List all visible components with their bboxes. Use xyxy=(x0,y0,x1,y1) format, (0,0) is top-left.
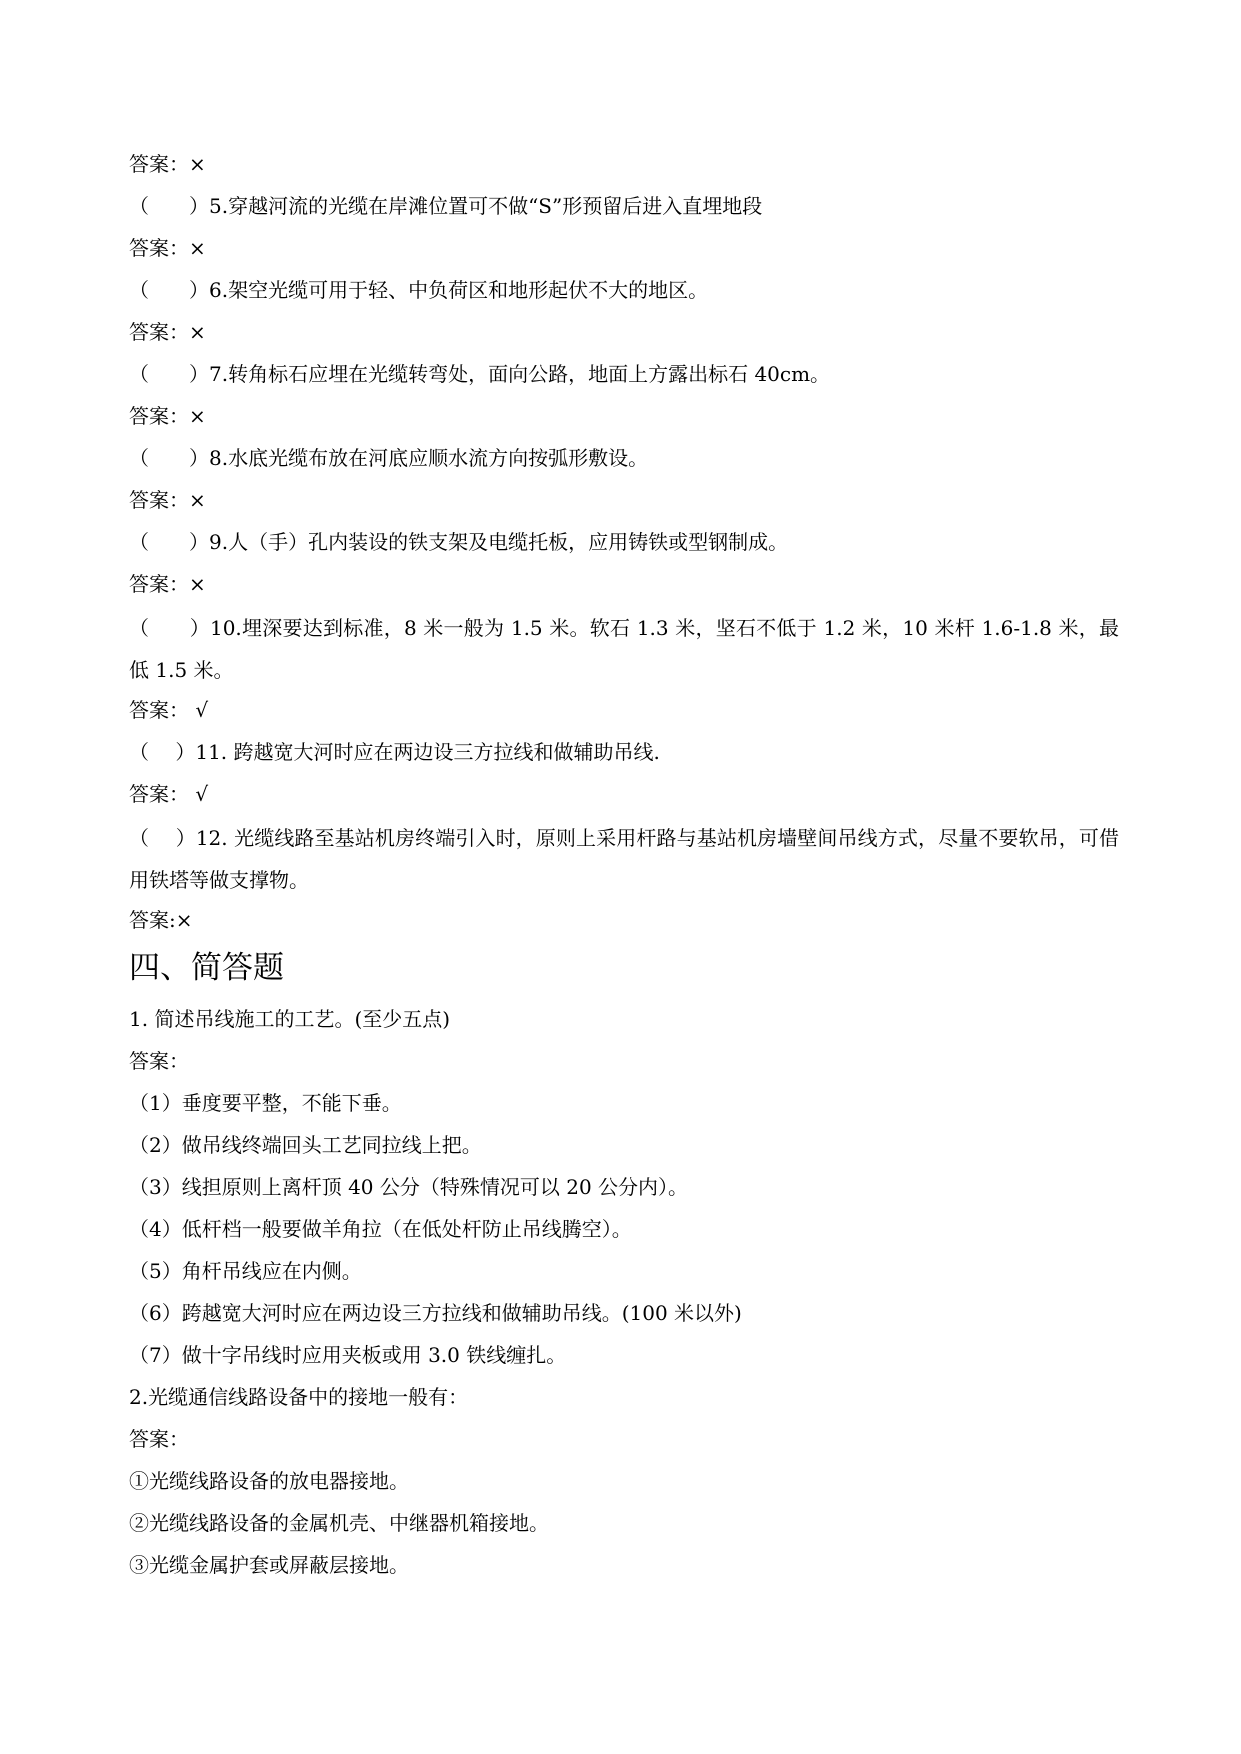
answer-point: （1）垂度要平整，不能下垂。 xyxy=(129,1091,402,1115)
answer-line: 答案：× xyxy=(129,320,206,344)
question-7: （ ）7.转角标石应埋在光缆转弯处，面向公路，地面上方露出标石 40cm。 xyxy=(129,362,831,386)
answer-point: ③光缆金属护套或屏蔽层接地。 xyxy=(129,1553,409,1577)
question-10: （ ）10.埋深要达到标准，8 米一般为 1.5 米。软石 1.3 米，坚石不低于 1.2 米，10 米杆 1.6-1.8 米，最低 1.5 米。 xyxy=(129,616,1119,682)
answer-point: ①光缆线路设备的放电器接地。 xyxy=(129,1469,409,1493)
answer-line: 答案：× xyxy=(129,572,206,596)
short-question-2: 2.光缆通信线路设备中的接地一般有： xyxy=(129,1385,469,1409)
answer-line: 答案： √ xyxy=(129,782,209,806)
answer-point: （5）角杆吊线应在内侧。 xyxy=(129,1259,362,1283)
question-5: （ ）5.穿越河流的光缆在岸滩位置可不做“S”形预留后进入直埋地段 xyxy=(129,194,763,218)
answer-point: （4）低杆档一般要做羊角拉（在低处杆防止吊线腾空）。 xyxy=(129,1217,632,1241)
question-9: （ ）9.人（手）孔内装设的铁支架及电缆托板，应用铸铁或型钢制成。 xyxy=(129,530,789,554)
answer-point: （6）跨越宽大河时应在两边设三方拉线和做辅助吊线。(100 米以外) xyxy=(129,1301,742,1325)
question-12: （ ）12. 光缆线路至基站机房终端引入时，原则上采用杆路与基站机房墙壁间吊线方式，尽量不要软吊，可借用铁塔等做支撑物。 xyxy=(129,826,1119,892)
answer-line: 答案：× xyxy=(129,404,206,428)
answer-point: （3）线担原则上离杆顶 40 公分（特殊情况可以 20 公分内）。 xyxy=(129,1175,689,1199)
answer-line: 答案：× xyxy=(129,236,206,260)
answer-point: （7）做十字吊线时应用夹板或用 3.0 铁线缠扎。 xyxy=(129,1343,567,1367)
question-11: （ ）11. 跨越宽大河时应在两边设三方拉线和做辅助吊线. xyxy=(129,740,660,764)
section-heading: 四、简答题 xyxy=(129,950,284,986)
answer-label: 答案： xyxy=(129,1049,189,1073)
short-question-1: 1. 简述吊线施工的工艺。(至少五点) xyxy=(129,1007,451,1031)
answer-point: ②光缆线路设备的金属机壳、中继器机箱接地。 xyxy=(129,1511,549,1535)
answer-label: 答案： xyxy=(129,1427,189,1451)
answer-line: 答案：× xyxy=(129,152,206,176)
answer-line: 答案:× xyxy=(129,908,193,932)
question-6: （ ）6.架空光缆可用于轻、中负荷区和地形起伏不大的地区。 xyxy=(129,278,709,302)
answer-point: （2）做吊线终端回头工艺同拉线上把。 xyxy=(129,1133,482,1157)
answer-line: 答案： √ xyxy=(129,698,209,722)
answer-line: 答案：× xyxy=(129,488,206,512)
question-8: （ ）8.水底光缆布放在河底应顺水流方向按弧形敷设。 xyxy=(129,446,649,470)
